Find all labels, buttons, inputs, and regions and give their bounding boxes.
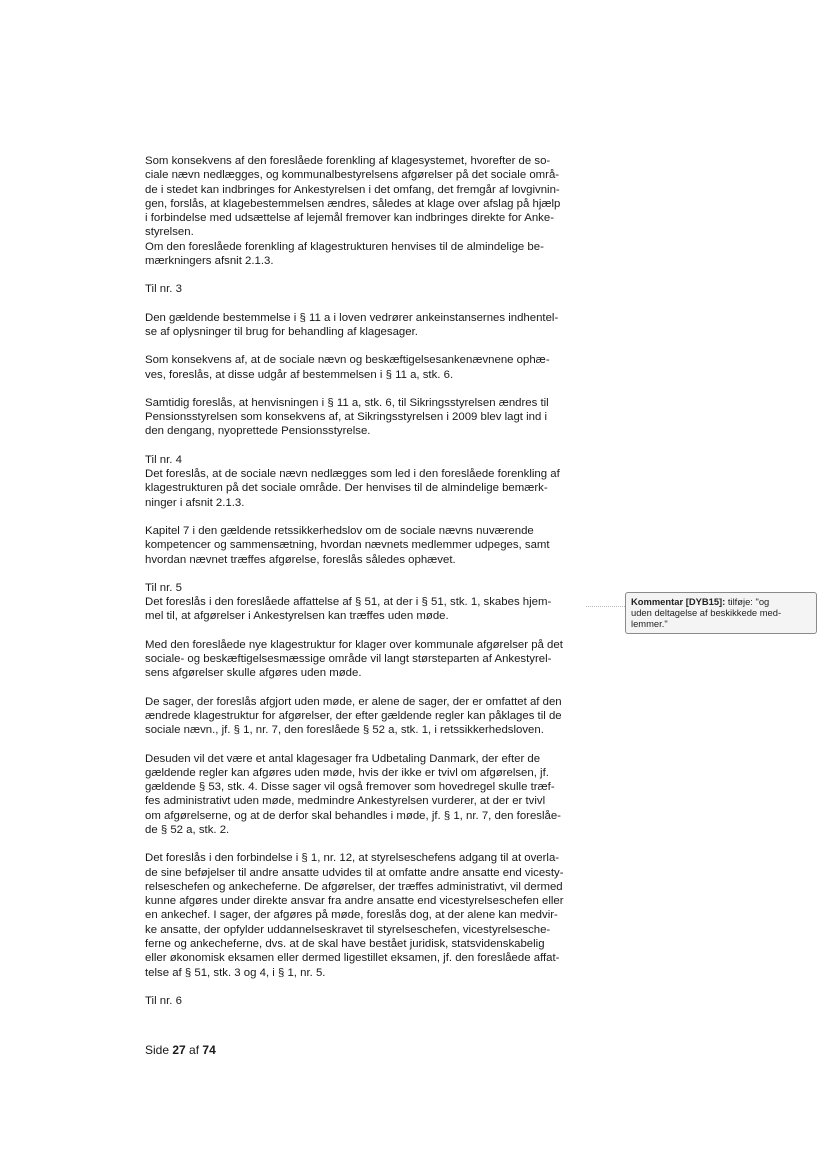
paragraph: Som konsekvens af den foreslåede forenkling af klagesystemet, hvorefter de so- ciale nævn nedlægges, og kommunalbestyrelsens afgørelser på det sociale områ- de i stedet kan indbringes for Ankestyrelsen i det omfang, det fremgår af lovgivnin- gen, forslås, at klagebestemmelsen ændres, således at klage over afslag på hjælp i forbindelse med udsættelse af lejemål fremover kan indbringes direkte for Anke- styrelsen. bbox=[145, 155, 561, 239]
footer-prefix: Side bbox=[145, 1043, 173, 1057]
paragraph: Det foreslås i den forbindelse i § 1, nr. 12, at styrelseschefens adgang til at overla- de sine beføjelser til andre ansatte udvides til at omfatte andre ansatte end vicesty- relseschefen og ankecheferne. De afgørelser, der træffes administrativt, vil dermed kunne afgøres under direkte ansvar fra andre ansatte end vicestyrelseschefen eller en ankechef. I sager, der afgøres på møde, foreslås dog, at der alene kan medvir- ke ansatte, der opfylder uddannelseskravet til styrelseschefen, vicestyrelsesche- ferne og ankecheferne, dvs. at de skal have bestået juridisk, statsvidenskabelig eller økonomisk eksamen eller dermed ligestillet eksamen, jf. den foreslåede affat- telse af § 51, stk. 3 og 4, i § 1, nr. 5. bbox=[145, 852, 564, 979]
page-number: 27 bbox=[172, 1043, 186, 1057]
paragraph: Med den foreslåede nye klagestruktur for klager over kommunale afgørelser på det sociale- og beskæftigelsesmæssige område vil langt størsteparten af Ankestyrel- sens afgørelser skulle afgøres uden møde. bbox=[145, 638, 563, 680]
paragraph: Det foreslås, at de sociale nævn nedlægges som led i den foreslåede forenkling af klagestrukturen på det sociale område. Der henvises til de almindelige bemærk- ninger i afsnit 2.1.3. bbox=[145, 468, 560, 509]
paragraph: Desuden vil det være et antal klagesager fra Udbetaling Danmark, der efter de gældende regler kan afgøres uden møde, hvis der ikke er tvivl om afgørelsen, jf. gældende § 53, stk. 4. Disse sager vil også fremover som hovedregel skulle træf- fes administrativt uden møde, medmindre Ankestyrelsen vurderer, at der er tvivl om afgørelserne, og at de derfor skal behandles i møde, jf. § 1, nr. 7, den foreslåe- de § 52 a, stk. 2. bbox=[145, 752, 561, 836]
section-heading: Til nr. 5 bbox=[145, 581, 182, 594]
paragraph: De sager, der foreslås afgjort uden møde, er alene de sager, der er omfattet af den ændrede klagestruktur for afgørelser, der efter gældende regler kan påklages til de sociale nævn., jf. § 1, nr. 7, den foreslåede § 52 a, stk. 1, i retssikkerhedsloven. bbox=[145, 695, 562, 737]
paragraph: Kapitel 7 i den gældende retssikkerhedslov om de sociale nævns nuværende kompetencer og sammensætning, hvordan nævnets medlemmer udpeges, samt hvordan nævnet træffes afgørelse, foreslås således ophævet. bbox=[145, 524, 550, 566]
comment-text: tilføje: "og uden deltagelse af beskikkede med- lemmer." bbox=[631, 596, 782, 629]
body-text bbox=[145, 154, 597, 1022]
section-heading: Til nr. 6 bbox=[145, 994, 182, 1007]
page-footer bbox=[145, 1043, 216, 1057]
paragraph: Det foreslås i den foreslåede affattelse af § 51, at der i § 51, stk. 1, skabes hjem- mel til, at afgørelser i Ankestyrelsen kan træffes uden møde. bbox=[145, 596, 552, 623]
paragraph: Samtidig foreslås, at henvisningen i § 11 a, stk. 6, til Sikringsstyrelsen ændres til Pensionsstyrelsen som konsekvens af, at Sikringsstyrelsen i 2009 blev lagt ind i den dengang, nyoprettede Pensionsstyrelse. bbox=[145, 396, 549, 438]
page-total: 74 bbox=[202, 1043, 216, 1057]
paragraph: Som konsekvens af, at de sociale nævn og beskæftigelsesankenævnene ophæ- ves, foreslås, at disse udgår af bestemmelsen i § 11 a, stk. 6. bbox=[145, 354, 550, 381]
footer-of: af bbox=[185, 1043, 203, 1057]
section-heading: Til nr. 4 bbox=[145, 453, 182, 466]
comment-connector-line bbox=[586, 606, 625, 607]
comment-balloon[interactable] bbox=[625, 592, 817, 634]
comment-author-label: Kommentar [DYB15]: bbox=[631, 596, 726, 607]
paragraph: Den gældende bestemmelse i § 11 a i loven vedrører ankeinstansernes indhentel- se af oplysninger til brug for behandling af klagesager. bbox=[145, 311, 559, 338]
section-heading: Til nr. 3 bbox=[145, 283, 182, 296]
paragraph: Om den foreslåede forenkling af klagestrukturen henvises til de almindelige be- mærkningers afsnit 2.1.3. bbox=[145, 240, 544, 268]
